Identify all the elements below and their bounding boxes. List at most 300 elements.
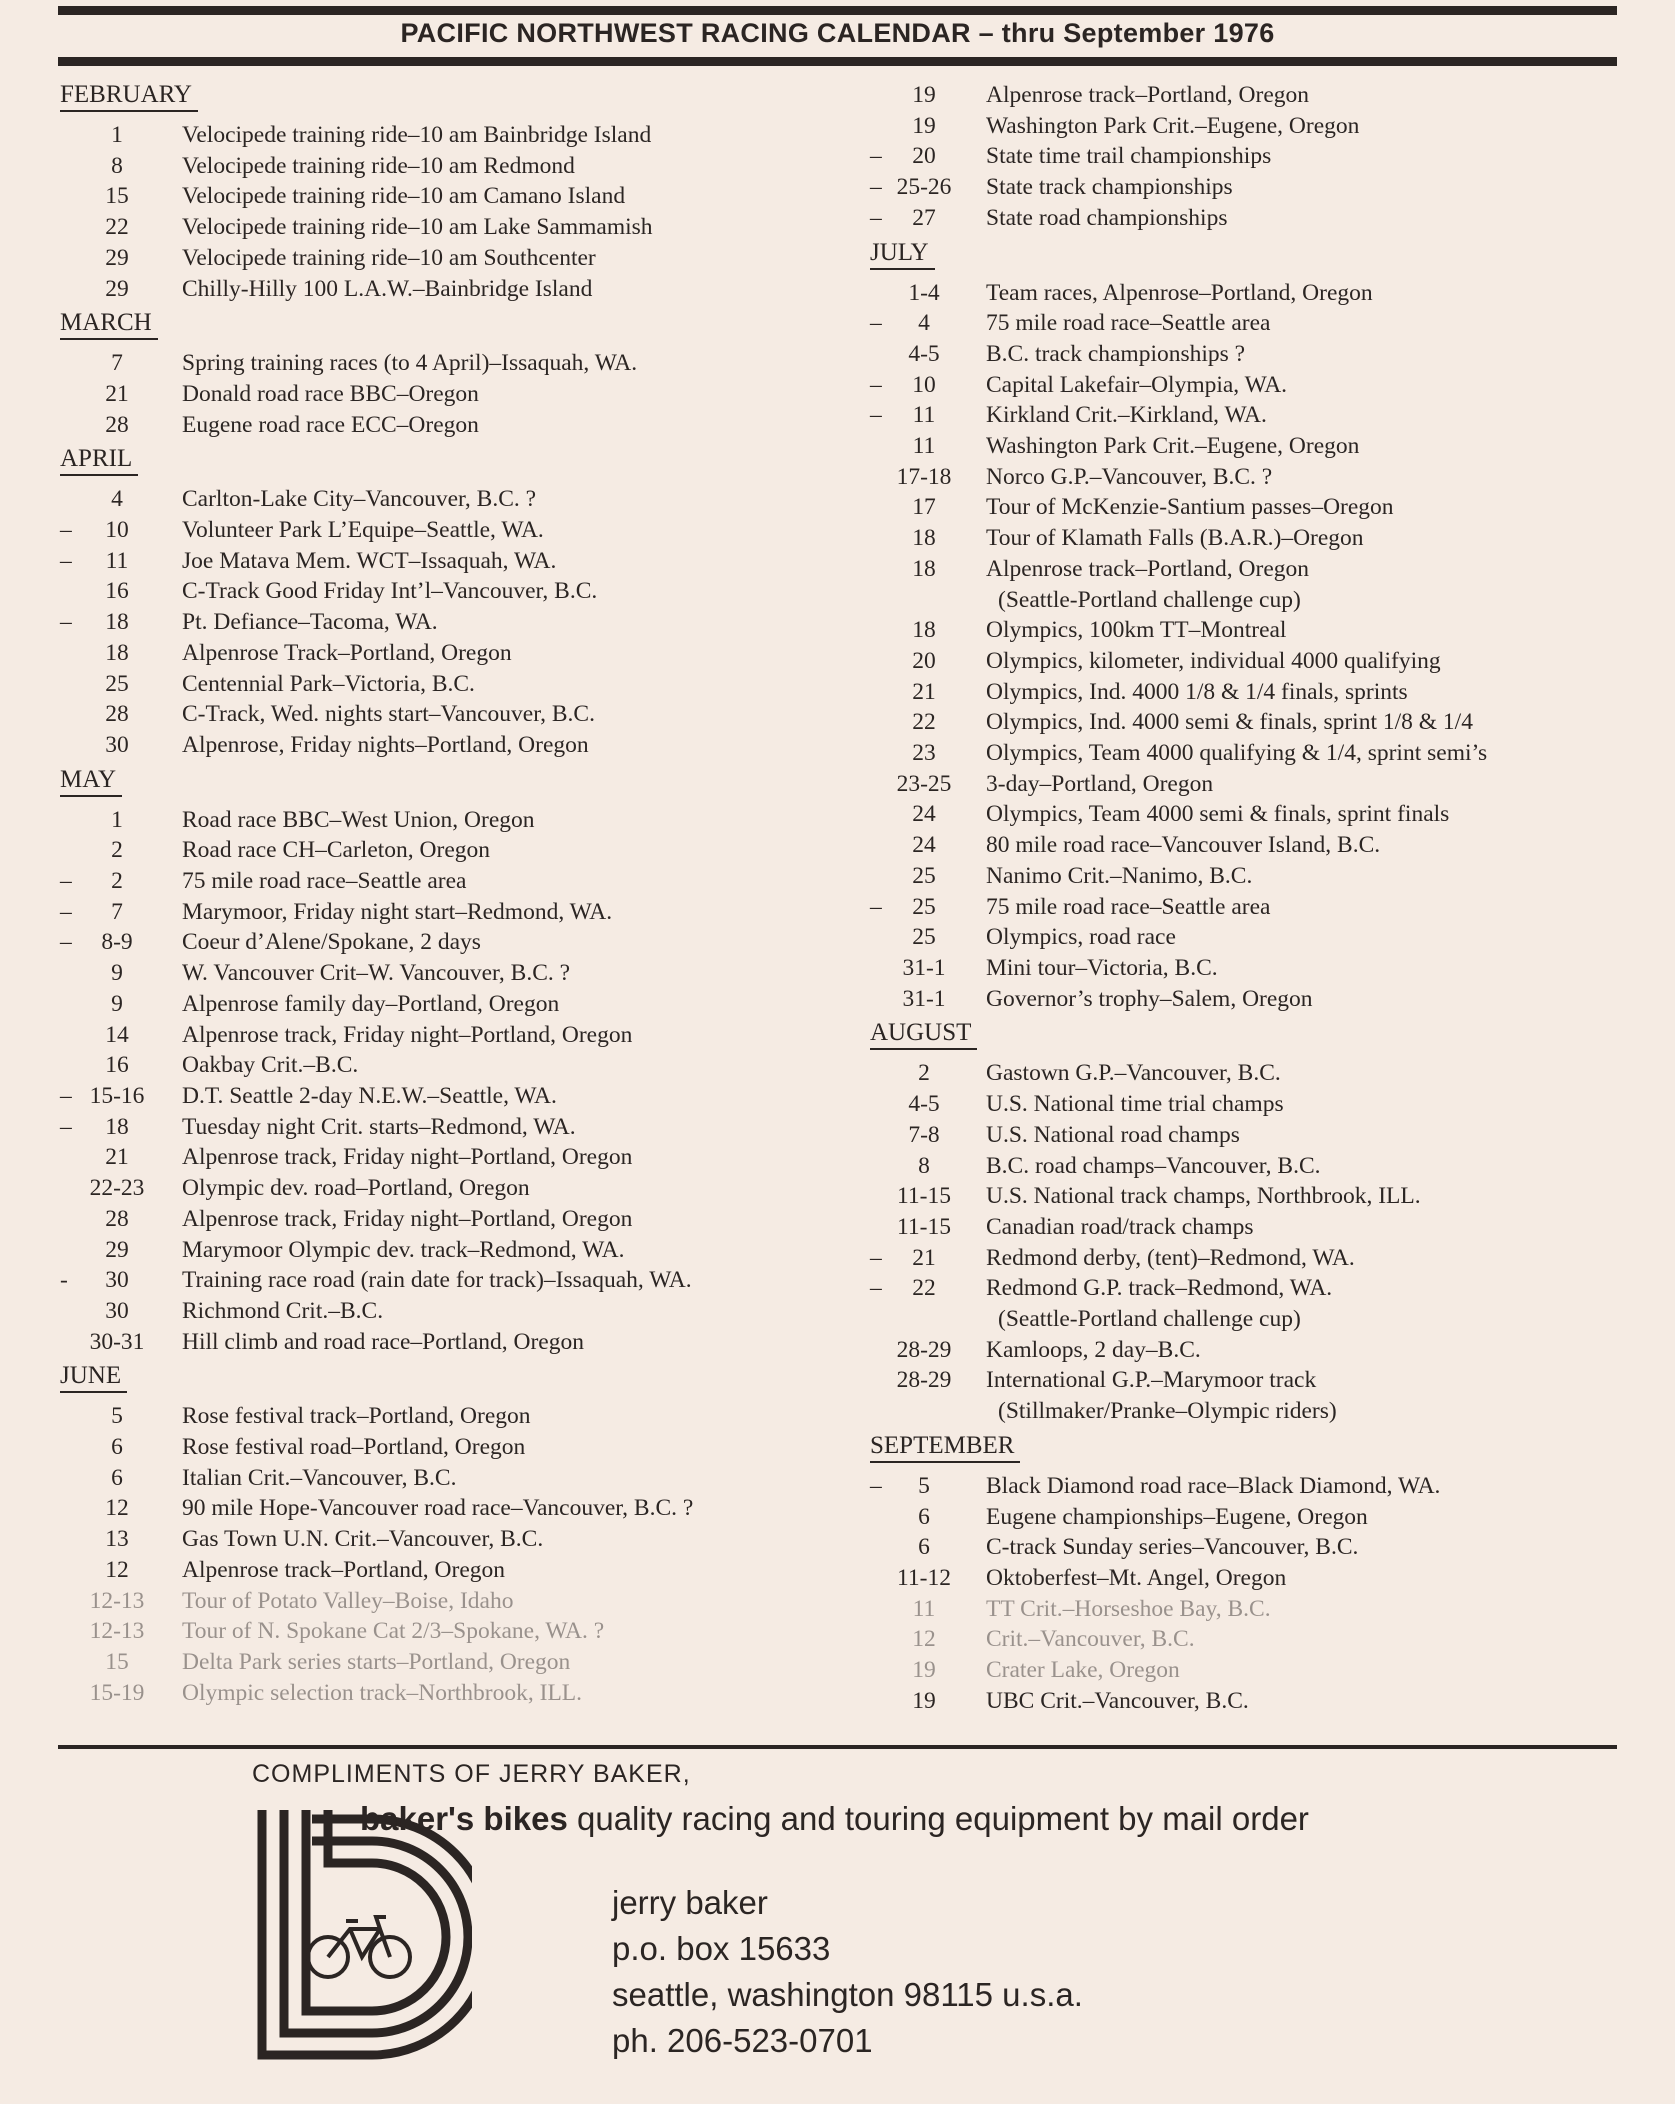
event-date: 23 [912, 740, 936, 767]
event-date: 5 [111, 1403, 123, 1430]
event-description: Italian Crit.–Vancouver, B.C. [182, 1464, 457, 1491]
calendar-event [60, 897, 850, 928]
title-rule-bottom [58, 57, 1617, 66]
event-description: 80 mile road race–Vancouver Island, B.C. [986, 832, 1381, 859]
event-marker [60, 958, 74, 989]
event-marker [60, 1142, 74, 1173]
event-description: Crater Lake, Oregon [986, 1657, 1180, 1684]
event-marker [870, 738, 884, 769]
calendar-event [870, 554, 1630, 585]
event-date: 11 [912, 433, 936, 460]
calendar-event [870, 400, 1630, 431]
event-description: 75 mile road race–Seattle area [182, 868, 467, 895]
event-description: Mini tour–Victoria, B.C. [986, 954, 1218, 981]
event-date: 11-15 [897, 1183, 951, 1210]
calendar-event [870, 462, 1630, 493]
event-marker [60, 1524, 74, 1555]
month-block [870, 1431, 1630, 1717]
calendar-event [60, 607, 850, 638]
event-description: Velocipede training ride–10 am Lake Sammamish [182, 214, 653, 241]
event-description: 90 mile Hope-Vancouver road race–Vancouver, B.C. ? [182, 1495, 694, 1522]
event-description: Olympics, 100km TT–Montreal [986, 617, 1287, 644]
calendar-event [60, 1050, 850, 1081]
brand-tagline: quality racing and touring equipment by mail order [577, 1800, 1309, 1837]
event-date: 10 [912, 371, 936, 398]
event-description: 3-day–Portland, Oregon [986, 770, 1214, 797]
event-date: 23-25 [896, 770, 952, 797]
event-date: 8-9 [101, 929, 133, 956]
calendar-event [870, 922, 1630, 953]
event-marker [870, 1532, 884, 1563]
event-description: Olympics, Team 4000 semi & finals, sprint finals [986, 801, 1450, 828]
event-marker [60, 1235, 74, 1266]
event-description: Carlton-Lake City–Vancouver, B.C. ? [182, 486, 537, 513]
event-marker [870, 1058, 884, 1089]
event-marker: – [60, 1082, 72, 1109]
event-date: 18 [912, 555, 936, 582]
event-description: (Seattle-Portland challenge cup) [998, 1306, 1301, 1333]
event-marker [870, 953, 884, 984]
event-marker [60, 730, 74, 761]
calendar-event [870, 953, 1630, 984]
event-date: 15 [105, 1648, 129, 1675]
event-marker: – [870, 1244, 882, 1271]
brand-name: baker's bikes [360, 1800, 568, 1837]
calendar-event [60, 1296, 850, 1327]
event-description: D.T. Seattle 2-day N.E.W.–Seattle, WA. [182, 1082, 557, 1109]
event-date: 4 [111, 486, 123, 513]
event-description: Velocipede training ride–10 am Bainbridge Island [182, 122, 652, 148]
event-marker [870, 769, 884, 800]
event-description: Alpenrose track, Friday night–Portland, Oregon [182, 1144, 633, 1171]
event-marker [870, 1089, 884, 1120]
event-date: 25 [912, 862, 936, 889]
event-description: Olympics, kilometer, individual 4000 qualifying [986, 647, 1441, 674]
calendar-event [60, 243, 850, 274]
event-description: Alpenrose track–Portland, Oregon [986, 82, 1310, 108]
calendar-event [870, 1273, 1630, 1304]
event-marker [60, 1173, 74, 1204]
event-marker: - [60, 1267, 68, 1294]
event-marker [60, 243, 74, 274]
event-description: Olympic dev. road–Portland, Oregon [182, 1175, 530, 1202]
event-marker [60, 1204, 74, 1235]
event-description: State time trail championships [986, 143, 1272, 170]
event-date: 8 [111, 152, 123, 179]
event-date: 17 [912, 494, 936, 521]
event-marker [60, 669, 74, 700]
month-heading: FEBRUARY [60, 80, 198, 112]
calendar-event [60, 1327, 850, 1358]
calendar-event [870, 308, 1630, 339]
event-description: C-Track, Wed. nights start–Vancouver, B.C. [182, 701, 595, 728]
calendar-event [60, 515, 850, 546]
month-block [870, 1018, 1630, 1426]
event-date: 6 [111, 1464, 123, 1491]
calendar-event [60, 348, 850, 379]
event-marker [60, 181, 74, 212]
event-marker: – [870, 1275, 882, 1302]
event-description: B.C. track championships ? [986, 340, 1246, 367]
event-marker [60, 151, 74, 182]
event-marker [870, 111, 884, 142]
calendar-event [870, 1058, 1630, 1089]
event-description: C-Track Good Friday Int’l–Vancouver, B.C. [182, 578, 598, 605]
event-marker [870, 861, 884, 892]
event-marker [60, 1586, 74, 1617]
event-description: C-track Sunday series–Vancouver, B.C. [986, 1534, 1359, 1561]
event-description: Alpenrose family day–Portland, Oregon [182, 990, 560, 1017]
event-date: 15 [105, 183, 129, 210]
event-marker [870, 1686, 884, 1717]
event-description: Joe Matava Mem. WCT–Issaquah, WA. [182, 547, 557, 574]
page-title: PACIFIC NORTHWEST RACING CALENDAR – thru September 1976 [400, 18, 1275, 48]
event-marker [60, 1647, 74, 1678]
calendar-event [870, 1502, 1630, 1533]
calendar-event [870, 1212, 1630, 1243]
event-marker [870, 278, 884, 309]
event-marker [60, 1327, 74, 1358]
event-date: 24 [912, 832, 936, 859]
event-date: 21 [912, 1244, 936, 1271]
event-date: 28 [105, 411, 129, 438]
event-date: 1 [111, 806, 123, 833]
calendar-event [870, 677, 1630, 708]
calendar-event [60, 1555, 850, 1586]
calendar-event [870, 80, 1630, 111]
event-description: TT Crit.–Horseshoe Bay, B.C. [986, 1595, 1271, 1622]
calendar-event [60, 1142, 850, 1173]
event-description: (Seattle-Portland challenge cup) [998, 586, 1301, 613]
event-description: Alpenrose Track–Portland, Oregon [182, 639, 512, 666]
calendar-event [870, 1563, 1630, 1594]
event-marker [870, 492, 884, 523]
event-marker [870, 523, 884, 554]
event-marker [870, 554, 884, 585]
event-date: 19 [912, 1687, 936, 1714]
event-description: Tuesday night Crit. starts–Redmond, WA. [182, 1113, 576, 1140]
event-description: Capital Lakefair–Olympia, WA. [986, 371, 1288, 398]
event-marker [870, 1181, 884, 1212]
event-marker [870, 1594, 884, 1625]
event-description: Hill climb and road race–Portland, Oregon [182, 1328, 584, 1355]
calendar-event [60, 1647, 850, 1678]
event-date: 12-13 [89, 1618, 145, 1645]
event-description: Olympics, Team 4000 qualifying & 1/4, sprint semi’s [986, 740, 1488, 767]
event-marker [870, 799, 884, 830]
event-description: Olympic selection track–Northbrook, ILL. [182, 1679, 583, 1706]
calendar-event [870, 1686, 1630, 1717]
event-marker [60, 989, 74, 1020]
event-date: 30-31 [89, 1328, 145, 1355]
calendar-event [870, 523, 1630, 554]
event-marker [870, 1212, 884, 1243]
event-description: Training race road (rain date for track)–Issaquah, WA. [182, 1267, 692, 1294]
event-description: Oakbay Crit.–B.C. [182, 1052, 359, 1079]
calendar-event [60, 484, 850, 515]
event-marker [870, 1655, 884, 1686]
month-block [870, 80, 1630, 234]
event-description: Spring training races (to 4 April)–Issaquah, WA. [182, 350, 638, 377]
event-marker: – [870, 204, 882, 231]
event-description: Team races, Alpenrose–Portland, Oregon [986, 279, 1373, 306]
event-date: 21 [105, 380, 129, 407]
calendar-event [60, 1112, 850, 1143]
event-description: Rose festival track–Portland, Oregon [182, 1403, 531, 1430]
event-description: Centennial Park–Victoria, B.C. [182, 670, 475, 697]
event-date: 25 [105, 670, 129, 697]
event-description: Eugene championships–Eugene, Oregon [986, 1503, 1368, 1530]
event-marker [870, 984, 884, 1015]
month-block [60, 80, 850, 304]
event-description: Oktoberfest–Mt. Angel, Oregon [986, 1564, 1287, 1591]
calendar-event [870, 1624, 1630, 1655]
event-date: 12 [105, 1495, 129, 1522]
event-marker [870, 1151, 884, 1182]
calendar-event [870, 339, 1630, 370]
month-heading: SEPTEMBER [870, 1431, 1020, 1463]
month-heading: JULY [870, 238, 935, 270]
calendar-event [60, 1020, 850, 1051]
event-marker [870, 646, 884, 677]
event-date: 25 [912, 924, 936, 951]
event-description: Rose festival road–Portland, Oregon [182, 1434, 526, 1461]
calendar-event [60, 1524, 850, 1555]
month-block [60, 308, 850, 440]
event-date: 17-18 [896, 463, 952, 490]
event-description: UBC Crit.–Vancouver, B.C. [986, 1687, 1249, 1714]
right-column [870, 80, 1630, 1720]
event-marker [60, 638, 74, 669]
event-description: International G.P.–Marymoor track [986, 1367, 1317, 1394]
calendar-event [870, 707, 1630, 738]
event-date: 5 [918, 1472, 930, 1499]
contact-phone: ph. 206-523-0701 [612, 2022, 873, 2059]
event-marker [60, 1020, 74, 1051]
event-marker [870, 707, 884, 738]
event-marker [60, 1401, 74, 1432]
event-date: 30 [105, 731, 129, 758]
calendar-event [870, 111, 1630, 142]
event-date: 27 [912, 204, 936, 231]
event-marker [870, 462, 884, 493]
event-date: 30 [105, 1267, 129, 1294]
contact-name: jerry baker [612, 1884, 768, 1921]
event-marker [870, 1365, 884, 1396]
event-description: 75 mile road race–Seattle area [986, 310, 1271, 337]
calendar-event [60, 1678, 850, 1709]
event-marker: – [60, 929, 72, 956]
event-marker: – [870, 310, 882, 337]
event-description: Gastown G.P.–Vancouver, B.C. [986, 1060, 1281, 1087]
event-date: 18 [912, 525, 936, 552]
calendar-event [60, 212, 850, 243]
event-date: 1 [111, 122, 123, 148]
event-date: 6 [918, 1503, 930, 1530]
event-marker [60, 1463, 74, 1494]
event-date: 4-5 [908, 340, 940, 367]
calendar-event [870, 141, 1630, 172]
event-description: Velocipede training ride–10 am Southcenter [182, 244, 596, 271]
calendar-event [870, 861, 1630, 892]
event-date: 4-5 [908, 1091, 940, 1118]
event-description: Tour of Klamath Falls (B.A.R.)–Oregon [986, 525, 1364, 552]
event-description: Alpenrose, Friday nights–Portland, Oregon [182, 731, 589, 758]
event-date: 8 [918, 1152, 930, 1179]
event-marker [60, 1050, 74, 1081]
left-column [60, 80, 850, 1712]
event-marker [60, 212, 74, 243]
calendar-event [870, 769, 1630, 800]
event-marker [60, 484, 74, 515]
calendar-event [870, 1181, 1630, 1212]
event-description: Velocipede training ride–10 am Camano Island [182, 183, 626, 210]
event-marker [60, 274, 74, 305]
calendar-event [60, 1493, 850, 1524]
calendar-event [870, 1120, 1630, 1151]
calendar-event [870, 892, 1630, 923]
event-date: 11 [105, 547, 129, 574]
event-date: 20 [912, 143, 936, 170]
event-description: Gas Town U.N. Crit.–Vancouver, B.C. [182, 1526, 544, 1553]
title-rule-top [58, 6, 1617, 15]
event-marker: – [870, 174, 882, 201]
calendar-event [870, 1594, 1630, 1625]
event-description: Washington Park Crit.–Eugene, Oregon [986, 112, 1360, 139]
event-marker: – [60, 868, 72, 895]
event-marker [870, 1502, 884, 1533]
event-description: Coeur d’Alene/Spokane, 2 days [182, 929, 481, 956]
calendar-event [60, 1204, 850, 1235]
event-date: 19 [912, 82, 936, 108]
calendar-event [870, 1304, 1630, 1335]
calendar-event [870, 1365, 1630, 1396]
event-date: 22 [105, 214, 129, 241]
event-description: 75 mile road race–Seattle area [986, 893, 1271, 920]
event-description: Road race BBC–West Union, Oregon [182, 806, 535, 833]
event-marker: – [60, 547, 72, 574]
event-marker [870, 339, 884, 370]
event-date: 18 [105, 609, 129, 636]
event-description: Tour of N. Spokane Cat 2/3–Spokane, WA. ? [182, 1618, 605, 1645]
event-marker [870, 677, 884, 708]
event-description: Alpenrose track, Friday night–Portland, Oregon [182, 1205, 633, 1232]
event-description: Governor’s trophy–Salem, Oregon [986, 985, 1313, 1012]
calendar-event [60, 866, 850, 897]
calendar-event [60, 958, 850, 989]
calendar-event [870, 1335, 1630, 1366]
month-block [60, 444, 850, 760]
event-description: Velocipede training ride–10 am Redmond [182, 152, 575, 179]
calendar-event [60, 927, 850, 958]
event-date: 29 [105, 244, 129, 271]
event-marker [870, 80, 884, 111]
event-marker [60, 1555, 74, 1586]
month-heading: MARCH [60, 308, 158, 340]
compliments-text: COMPLIMENTS OF JERRY BAKER, [252, 1760, 691, 1788]
calendar-event [60, 638, 850, 669]
event-date: 19 [912, 112, 936, 139]
event-description: Alpenrose track–Portland, Oregon [182, 1556, 506, 1583]
event-marker [60, 1296, 74, 1327]
event-date: 13 [105, 1526, 129, 1553]
event-date: 2 [111, 837, 123, 864]
event-description: Olympics, Ind. 4000 1/8 & 1/4 finals, sprints [986, 678, 1408, 705]
bicycle-logo-icon [308, 1917, 410, 1977]
event-date: 25 [912, 893, 936, 920]
calendar-event [870, 585, 1630, 616]
calendar-event [870, 1471, 1630, 1502]
event-date: 31-1 [902, 954, 946, 981]
calendar-event [870, 1243, 1630, 1274]
event-date: 19 [912, 1657, 936, 1684]
event-date: 29 [105, 1236, 129, 1263]
calendar-event [870, 615, 1630, 646]
event-description: Delta Park series starts–Portland, Oregon [182, 1648, 571, 1675]
event-description: Nanimo Crit.–Nanimo, B.C. [986, 862, 1253, 889]
event-description: Redmond G.P. track–Redmond, WA. [986, 1275, 1333, 1302]
event-description: Redmond derby, (tent)–Redmond, WA. [986, 1244, 1355, 1271]
event-date: 25-26 [896, 174, 952, 201]
contact-po-box: p.o. box 15633 [612, 1930, 831, 1967]
event-date: 6 [111, 1434, 123, 1461]
event-marker [60, 348, 74, 379]
event-date: 11 [912, 402, 936, 429]
event-date: 7-8 [908, 1121, 940, 1148]
calendar-event [870, 172, 1630, 203]
event-description: (Stillmaker/Pranke–Olympic riders) [998, 1398, 1337, 1425]
calendar-event [60, 699, 850, 730]
event-description: State road championships [986, 204, 1228, 231]
event-description: Canadian road/track champs [986, 1213, 1254, 1240]
event-marker [60, 379, 74, 410]
event-description: Chilly-Hilly 100 L.A.W.–Bainbridge Island [182, 275, 593, 302]
month-block [870, 238, 1630, 1015]
calendar-event [60, 379, 850, 410]
calendar-event [870, 830, 1630, 861]
bakers-bikes-logo [252, 1805, 472, 2060]
event-marker: – [870, 371, 882, 398]
event-date: 15-19 [89, 1679, 145, 1706]
calendar-event [60, 546, 850, 577]
month-heading: MAY [60, 765, 122, 797]
event-date: 28-29 [896, 1367, 952, 1394]
brand-line [360, 1800, 1309, 1838]
event-marker [870, 1563, 884, 1594]
calendar-event [60, 1173, 850, 1204]
event-date: 16 [105, 1052, 129, 1079]
event-marker [60, 410, 74, 441]
event-marker [870, 1120, 884, 1151]
event-date: 28 [105, 1205, 129, 1232]
event-date: 10 [105, 517, 129, 544]
event-date: 30 [105, 1297, 129, 1324]
calendar-event [60, 151, 850, 182]
event-date: 15-16 [89, 1082, 145, 1109]
event-date: 28-29 [896, 1336, 952, 1363]
calendar-event [60, 1432, 850, 1463]
calendar-event [60, 1081, 850, 1112]
calendar-event [60, 1401, 850, 1432]
event-date: 22 [912, 709, 936, 736]
event-description: U.S. National time trial champs [986, 1091, 1284, 1118]
calendar-event [870, 492, 1630, 523]
event-description: Pt. Defiance–Tacoma, WA. [182, 609, 438, 636]
event-description: Road race CH–Carleton, Oregon [182, 837, 491, 864]
event-description: Alpenrose track, Friday night–Portland, Oregon [182, 1021, 633, 1048]
event-marker [870, 1335, 884, 1366]
event-description: B.C. road champs–Vancouver, B.C. [986, 1152, 1321, 1179]
